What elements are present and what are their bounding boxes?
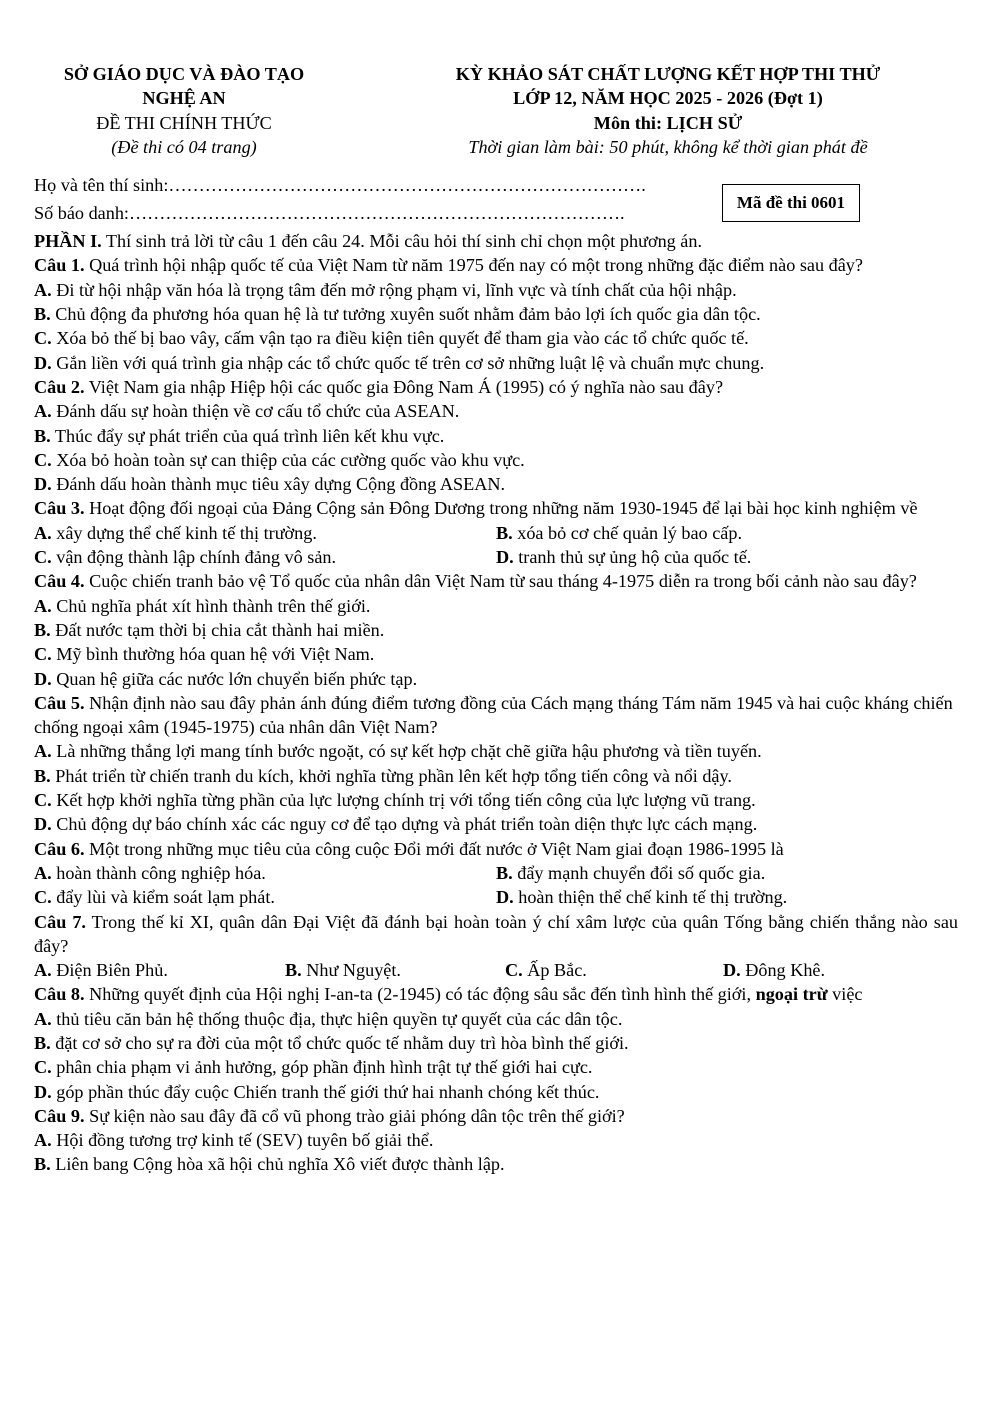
question-text: Những quyết định của Hội nghị I-an-ta (2-1945) có tác động sâu sắc đến tình hình thế giới, <box>84 984 756 1005</box>
option-text: Gắn liền với quá trình gia nhập các tổ chức quốc tế trên cơ sở những luật lệ và chuẩn mực chung. <box>51 352 765 373</box>
exam-subject: Môn thi: LỊCH SỬ <box>593 112 743 133</box>
section-title: PHẦN I. <box>34 231 102 252</box>
question-label: Câu 4. <box>34 571 85 592</box>
question-stem <box>34 569 958 593</box>
option-text: Xóa bỏ hoàn toàn sự can thiệp của các cường quốc vào khu vực. <box>51 449 525 470</box>
option-text: hoàn thành công nghiệp hóa. <box>51 862 266 883</box>
option-text: Liên bang Cộng hòa xã hội chủ nghĩa Xô viết được thành lập. <box>50 1154 505 1175</box>
option-label: B. <box>34 1032 51 1053</box>
options-row <box>34 521 958 545</box>
question-stem <box>34 496 958 520</box>
province-name: NGHỆ AN <box>142 88 226 109</box>
options-row <box>34 885 958 909</box>
option-label: B. <box>34 619 51 640</box>
exam-page <box>34 62 958 1177</box>
question-4 <box>34 569 958 690</box>
question-7 <box>34 910 958 983</box>
department-name: SỞ GIÁO DỤC VÀ ĐÀO TẠO <box>63 64 305 84</box>
option-b <box>34 302 958 326</box>
option-text: xây dựng thể chế kinh tế thị trường. <box>51 522 317 543</box>
candidate-name-field: Họ và tên thí sinh:……………………………………………………………………. <box>34 175 646 196</box>
option-text: tranh thủ sự ủng hộ của quốc tế. <box>513 547 752 568</box>
question-label: Câu 1. <box>34 255 85 276</box>
option-d <box>34 667 958 691</box>
option-label: B. <box>34 425 51 446</box>
question-stem <box>34 910 958 959</box>
exam-header <box>34 62 958 159</box>
option-c <box>34 448 958 472</box>
option-text: Thúc đẩy sự phát triển của quá trình liên kết khu vực. <box>50 425 445 446</box>
option-text: xóa bỏ cơ chế quản lý bao cấp. <box>512 522 742 543</box>
question-label: Câu 9. <box>34 1105 85 1126</box>
option-text: Kết hợp khởi nghĩa từng phần của lực lượng chính trị với tổng tiến công của lực lượng vũ trang. <box>51 790 756 811</box>
option-label: C. <box>34 547 52 568</box>
option-label: D. <box>34 352 52 373</box>
question-label: Câu 3. <box>34 498 85 519</box>
option-d <box>34 1080 958 1104</box>
option-d <box>34 472 958 496</box>
header-right <box>378 62 958 159</box>
option-label: B. <box>496 862 513 883</box>
option-label: C. <box>34 644 52 665</box>
option-b <box>496 861 958 885</box>
option-label: B. <box>34 1154 51 1175</box>
option-b <box>34 1031 958 1055</box>
option-text: Như Nguyệt. <box>301 960 401 981</box>
question-text: Việt Nam gia nhập Hiệp hội các quốc gia Đông Nam Á (1995) có ý nghĩa nào sau đây? <box>84 376 724 397</box>
option-text: Đánh dấu sự hoàn thiện về cơ cấu tổ chức của ASEAN. <box>51 401 460 422</box>
official-exam-label: ĐỀ THI CHÍNH THỨC <box>96 112 272 133</box>
question-text: Một trong những mục tiêu của công cuộc Đổi mới đất nước ở Việt Nam giai đoạn 1986-1995 là <box>84 838 784 859</box>
option-label: B. <box>496 522 513 543</box>
question-3 <box>34 496 958 569</box>
option-label: A. <box>34 522 52 543</box>
option-label: C. <box>34 887 52 908</box>
candidate-info <box>34 173 958 229</box>
question-emphasis: ngoại trừ <box>755 984 828 1005</box>
option-d <box>34 351 958 375</box>
option-a <box>34 594 958 618</box>
exam-grade-year: LỚP 12, NĂM HỌC 2025 - 2026 (Đợt 1) <box>513 88 823 109</box>
option-text: đẩy lùi và kiểm soát lạm phát. <box>51 887 275 908</box>
question-text: Sự kiện nào sau đây đã cổ vũ phong trào giải phóng dân tộc trên thế giới? <box>84 1105 625 1126</box>
question-text: Hoạt động đối ngoại của Đảng Cộng sản Đông Dương trong những năm 1930-1945 để lại bài học kinh nghiệm về <box>84 498 918 519</box>
exam-duration: Thời gian làm bài: 50 phút, không kể thời gian phát đề <box>468 136 868 157</box>
option-c <box>505 958 723 982</box>
question-1 <box>34 253 958 374</box>
option-b <box>34 1152 958 1176</box>
question-text: Cuộc chiến tranh bảo vệ Tổ quốc của nhân dân Việt Nam từ sau tháng 4-1975 diễn ra trong bối cảnh nào sau đây? <box>84 571 917 592</box>
question-label: Câu 7. <box>34 911 86 932</box>
option-label: D. <box>34 814 52 835</box>
option-a <box>34 521 496 545</box>
option-c <box>34 326 958 350</box>
option-text: thủ tiêu căn bản hệ thống thuộc địa, thực hiện quyền tự quyết của các dân tộc. <box>51 1008 623 1029</box>
option-d <box>496 885 958 909</box>
option-text: hoàn thiện thể chế kinh tế thị trường. <box>513 887 788 908</box>
option-text: phân chia phạm vi ảnh hưởng, góp phần định hình trật tự thế giới hai cực. <box>51 1057 593 1078</box>
question-label: Câu 6. <box>34 838 85 859</box>
option-text: góp phần thúc đẩy cuộc Chiến tranh thế giới thứ hai nhanh chóng kết thúc. <box>51 1081 600 1102</box>
option-c <box>34 545 496 569</box>
question-text-after: việc <box>827 984 863 1005</box>
question-6 <box>34 837 958 910</box>
option-label: C. <box>34 449 52 470</box>
option-text: Ấp Bắc. <box>522 960 587 981</box>
option-a <box>34 739 958 763</box>
question-text: Trong thế kỉ XI, quân dân Đại Việt đã đánh bại hoàn toàn ý chí xâm lược của quân Tống bằng chiến thắng nào sau đây? <box>34 911 958 956</box>
option-label: A. <box>34 1008 52 1029</box>
header-left <box>34 62 334 159</box>
option-text: Quan hệ giữa các nước lớn chuyển biến phức tạp. <box>51 668 418 689</box>
option-label: C. <box>34 790 52 811</box>
option-text: đặt cơ sở cho sự ra đời của một tổ chức quốc tế nhằm duy trì hòa bình thế giới. <box>50 1032 629 1053</box>
option-label: C. <box>34 1057 52 1078</box>
section-instruction <box>34 229 958 253</box>
options-row <box>34 545 958 569</box>
option-a <box>34 1007 958 1031</box>
option-text: Đánh dấu hoàn thành mục tiêu xây dựng Cộng đồng ASEAN. <box>51 474 506 495</box>
option-b <box>34 764 958 788</box>
option-text: Chủ động dự báo chính xác các nguy cơ để tạo dựng và phát triển toàn diện thực lực cách mạng. <box>51 814 758 835</box>
page-count-note: (Đề thi có 04 trang) <box>111 136 257 157</box>
option-d <box>34 812 958 836</box>
option-text: Mỹ bình thường hóa quan hệ với Việt Nam. <box>51 644 375 665</box>
option-text: Xóa bỏ thế bị bao vây, cấm vận tạo ra điều kiện tiên quyết để tham gia vào các tổ chức quốc tế. <box>51 328 749 349</box>
candidate-id-field: Số báo danh:………………………………………………………………………. <box>34 203 625 224</box>
question-label: Câu 5. <box>34 692 85 713</box>
option-text: Phát triển từ chiến tranh du kích, khởi nghĩa từng phần lên kết hợp tổng tiến công và nổi dậy. <box>50 765 732 786</box>
option-a <box>34 958 285 982</box>
option-c <box>34 642 958 666</box>
option-label: A. <box>34 741 52 762</box>
option-label: D. <box>34 1081 52 1102</box>
option-label: B. <box>285 960 302 981</box>
question-9 <box>34 1104 958 1177</box>
option-text: Chủ động đa phương hóa quan hệ là tư tưởng xuyên suốt nhằm đảm bảo lợi ích quốc gia dân tộc. <box>50 304 761 325</box>
option-text: đẩy mạnh chuyển đổi số quốc gia. <box>512 862 766 883</box>
option-a <box>34 399 958 423</box>
exam-code-box: Mã đề thi 0601 <box>722 184 860 222</box>
option-c <box>34 788 958 812</box>
option-label: A. <box>34 862 52 883</box>
option-label: D. <box>496 887 514 908</box>
question-8 <box>34 982 958 1103</box>
option-label: C. <box>34 328 52 349</box>
option-text: Đi từ hội nhập văn hóa là trọng tâm đến mở rộng phạm vi, lĩnh vực và tính chất của hội nhập. <box>51 279 737 300</box>
option-d <box>496 545 958 569</box>
option-text: Điện Biên Phủ. <box>51 960 168 981</box>
question-stem <box>34 375 958 399</box>
option-label: A. <box>34 960 52 981</box>
question-label: Câu 2. <box>34 376 85 397</box>
option-label: D. <box>34 474 52 495</box>
option-label: B. <box>34 304 51 325</box>
question-text: Quá trình hội nhập quốc tế của Việt Nam từ năm 1975 đến nay có một trong những đặc điểm nào sau đây? <box>84 255 863 276</box>
option-label: A. <box>34 279 52 300</box>
option-c <box>34 1055 958 1079</box>
question-5 <box>34 691 958 837</box>
question-stem <box>34 691 958 740</box>
option-text: Hội đồng tương trợ kinh tế (SEV) tuyên bố giải thể. <box>51 1130 434 1151</box>
option-text: Đông Khê. <box>740 960 826 981</box>
exam-title: KỲ KHẢO SÁT CHẤT LƯỢNG KẾT HỢP THI THỬ <box>455 64 881 84</box>
option-label: D. <box>34 668 52 689</box>
option-label: D. <box>496 547 514 568</box>
option-a <box>34 278 958 302</box>
question-label: Câu 8. <box>34 984 85 1005</box>
option-a <box>34 1128 958 1152</box>
option-b <box>34 424 958 448</box>
option-label: A. <box>34 401 52 422</box>
option-label: A. <box>34 595 52 616</box>
question-2 <box>34 375 958 496</box>
options-row <box>34 958 958 982</box>
option-label: D. <box>723 960 741 981</box>
question-stem <box>34 982 958 1006</box>
option-c <box>34 885 496 909</box>
option-text: Là những thắng lợi mang tính bước ngoặt, có sự kết hợp chặt chẽ giữa hậu phương và tiền tuyến. <box>51 741 762 762</box>
option-b <box>34 618 958 642</box>
option-b <box>285 958 505 982</box>
options-row <box>34 861 958 885</box>
option-d <box>723 958 923 982</box>
question-text: Nhận định nào sau đây phản ánh đúng điểm tương đồng của Cách mạng tháng Tám năm 1945 và hai cuộc kháng chiến chống ngoại xâm (1945-1975) của nhân dân Việt Nam? <box>34 692 953 738</box>
question-stem <box>34 253 958 277</box>
question-stem <box>34 1104 958 1128</box>
option-text: vận động thành lập chính đảng vô sản. <box>51 547 337 568</box>
question-stem <box>34 837 958 861</box>
option-label: A. <box>34 1130 52 1151</box>
option-label: C. <box>505 960 523 981</box>
option-text: Đất nước tạm thời bị chia cắt thành hai miền. <box>50 619 385 640</box>
option-text: Chủ nghĩa phát xít hình thành trên thế giới. <box>51 595 371 616</box>
section-text: Thí sinh trả lời từ câu 1 đến câu 24. Mỗi câu hỏi thí sinh chỉ chọn một phương án. <box>101 231 703 252</box>
option-a <box>34 861 496 885</box>
option-b <box>496 521 958 545</box>
option-label: B. <box>34 765 51 786</box>
